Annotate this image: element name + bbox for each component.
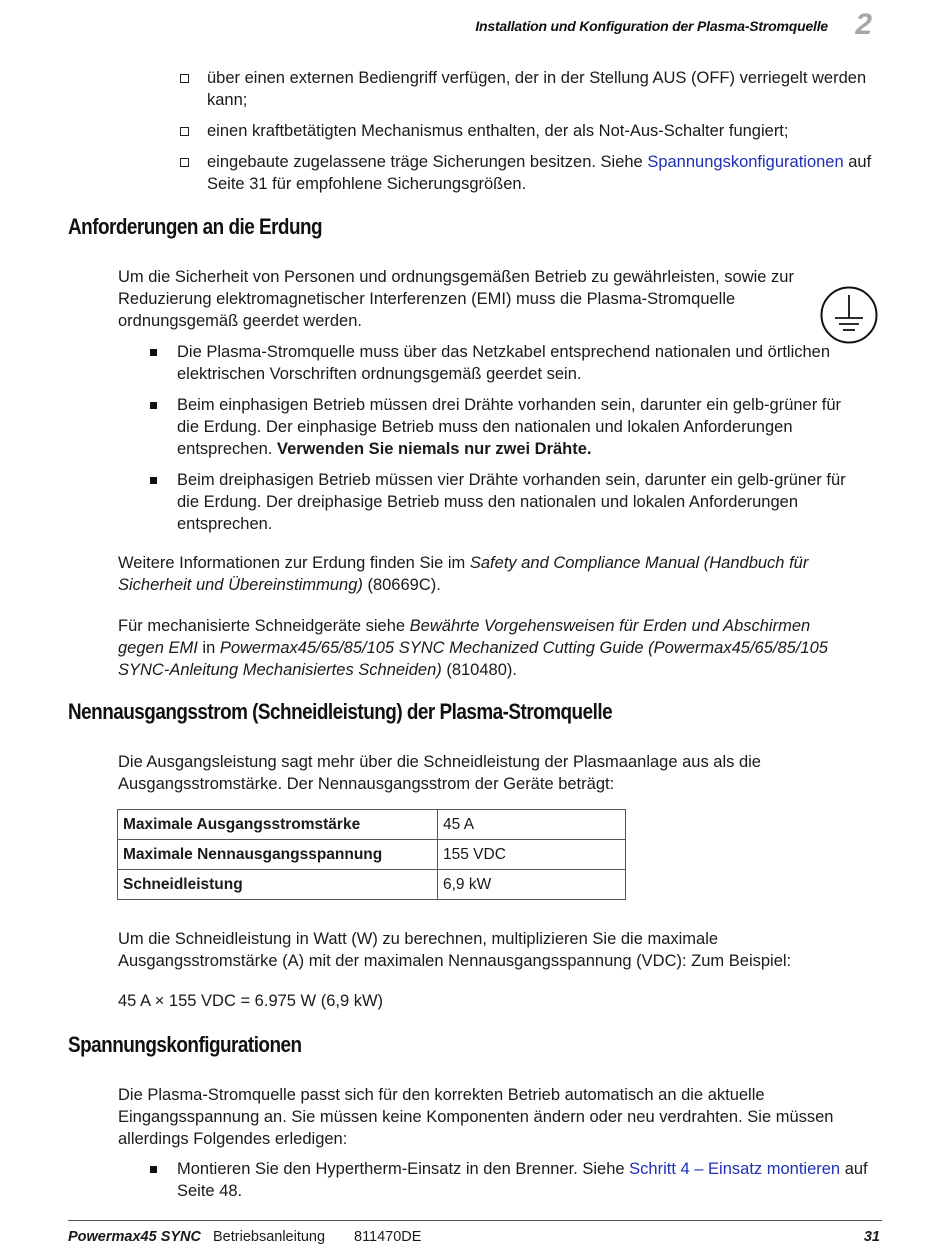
list-item-text: eingebaute zugelassene träge Sicherungen besitzen. Siehe (207, 153, 648, 171)
link-schritt-4[interactable]: Schritt 4 – Einsatz montieren (629, 1160, 841, 1178)
heading-output: Nennausgangsstrom (Schneidleistung) der Plasma-Stromquelle (68, 699, 613, 724)
table-cell-value: 155 VDC (438, 840, 626, 870)
list-item (178, 67, 878, 111)
manual-title: Safety and Compliance Manual (Handbuch für Sicherheit und Übereinstimmung) (118, 554, 809, 594)
checkbox-bullet-icon (180, 158, 189, 167)
text-run: Weitere Informationen zur Erdung finden Sie im (118, 554, 470, 572)
section-title-ref: Bewährte Vorgehensweisen für Erden und Abschirmen gegen EMI (118, 617, 811, 657)
square-bullet-icon (150, 349, 157, 356)
footer-doc-type: Betriebsanleitung (213, 1229, 326, 1245)
table-cell-value: 6,9 kW (438, 870, 626, 900)
text-run: (810480). (441, 661, 517, 679)
footer-doc-number: 811470DE (354, 1229, 422, 1245)
footer-divider (68, 1220, 882, 1221)
square-bullet-icon (150, 1166, 157, 1173)
chapter-number: 2 (855, 8, 872, 41)
checkbox-bullet-icon (180, 74, 189, 83)
list-item-text: Beim dreiphasigen Betrieb müssen vier Drähte vorhanden sein, darunter ein gelb-grüner für die Erdung. Der dreiphasige Betrieb muss den nationalen und lokalen Anforderungen entsprechen. (177, 471, 846, 533)
table-row (118, 810, 626, 840)
intro-checklist (178, 67, 878, 204)
footer-page-number: 31 (863, 1229, 880, 1245)
calc-explanation: Um die Schneidleistung in Watt (W) zu berechnen, multiplizieren Sie die maximale Ausgangsstromstärke (A) mit der maximalen Nennausgangsspannung (VDC): Zum Beispiel: (118, 930, 792, 970)
table-row (118, 840, 626, 870)
heading-grounding: Anforderungen an die Erdung (68, 214, 323, 239)
list-item (148, 341, 863, 385)
voltage-intro: Die Plasma-Stromquelle passt sich für den korrekten Betrieb automatisch an die aktuelle Eingangsspannung an. Sie müssen keine Komponenten ändern oder neu verdrahten. Sie müssen allerdings Folgendes erledigen: (118, 1086, 834, 1148)
warning-emphasis: Verwenden Sie niemals nur zwei Drähte. (276, 440, 592, 458)
table-cell-label: Schneidleistung (118, 870, 438, 900)
grounding-mechanized (118, 615, 858, 681)
ground-symbol-icon (820, 286, 878, 344)
output-spec-table (117, 809, 626, 900)
grounding-bullets (148, 341, 863, 544)
text-run: Für mechanisierte Schneidgeräte siehe (118, 617, 410, 635)
list-item-text: Montieren Sie den Hypertherm-Einsatz in den Brenner. Siehe (177, 1160, 630, 1178)
grounding-more-info (118, 552, 858, 596)
square-bullet-icon (150, 402, 157, 409)
heading-voltage: Spannungskonfigurationen (68, 1032, 302, 1057)
list-item-text: über einen externen Bediengriff verfügen, der in der Stellung AUS (OFF) verriegelt werden kann; (207, 69, 867, 109)
checkbox-bullet-icon (180, 127, 189, 136)
square-bullet-icon (150, 477, 157, 484)
guide-title: Powermax45/65/85/105 SYNC Mechanized Cutting Guide (Powermax45/65/85/105 SYNC-Anleitung Mechanisiertes Schneiden) (118, 639, 828, 679)
table-cell-label: Maximale Nennausgangsspannung (118, 840, 438, 870)
list-item (148, 394, 863, 460)
list-item-text: auf Seite 48. (177, 1160, 868, 1200)
footer-product: Powermax45 SYNC (68, 1229, 201, 1245)
list-item (178, 151, 878, 195)
list-item-text: Beim einphasigen Betrieb müssen drei Drähte vorhanden sein, darunter ein gelb-grüner für die Erdung. Der einphasige Betrieb muss den nationalen und lokalen Anforderungen entsprechen. (177, 396, 842, 458)
grounding-intro: Um die Sicherheit von Personen und ordnungsgemäßen Betrieb zu gewährleisten, sowie zur Reduzierung elektromagnetischer Interferenzen (EMI) muss die Plasma-Stromquelle ordnungsgemäß geerdet werden. (118, 268, 794, 330)
list-item-text: Die Plasma-Stromquelle muss über das Netzkabel entsprechend nationalen und örtlichen elektrischen Vorschriften ordnungsgemäß geerdet sein. (177, 343, 831, 383)
text-run: (80669C). (362, 576, 441, 594)
list-item (148, 469, 863, 535)
table-cell-label: Maximale Ausgangsstromstärke (118, 810, 438, 840)
table-cell-value: 45 A (438, 810, 626, 840)
output-intro: Die Ausgangsleistung sagt mehr über die Schneidleistung der Plasmaanlage aus als die Ausgangsstromstärke. Der Nennausgangsstrom der Geräte beträgt: (118, 753, 761, 793)
list-item (178, 120, 878, 142)
voltage-bullets (148, 1158, 883, 1211)
text-run: in (197, 639, 220, 657)
list-item-text: auf Seite 31 für empfohlene Sicherungsgrößen. (207, 153, 872, 193)
header-title: Installation und Konfiguration der Plasma-Stromquelle (475, 18, 828, 34)
list-item (148, 1158, 883, 1202)
link-spannungskonfigurationen[interactable]: Spannungskonfigurationen (647, 153, 844, 171)
power-formula: 45 A × 155 VDC = 6.975 W (6,9 kW) (118, 992, 384, 1010)
list-item-text: einen kraftbetätigten Mechanismus enthalten, der als Not-Aus-Schalter fungiert; (207, 122, 789, 140)
table-row (118, 870, 626, 900)
